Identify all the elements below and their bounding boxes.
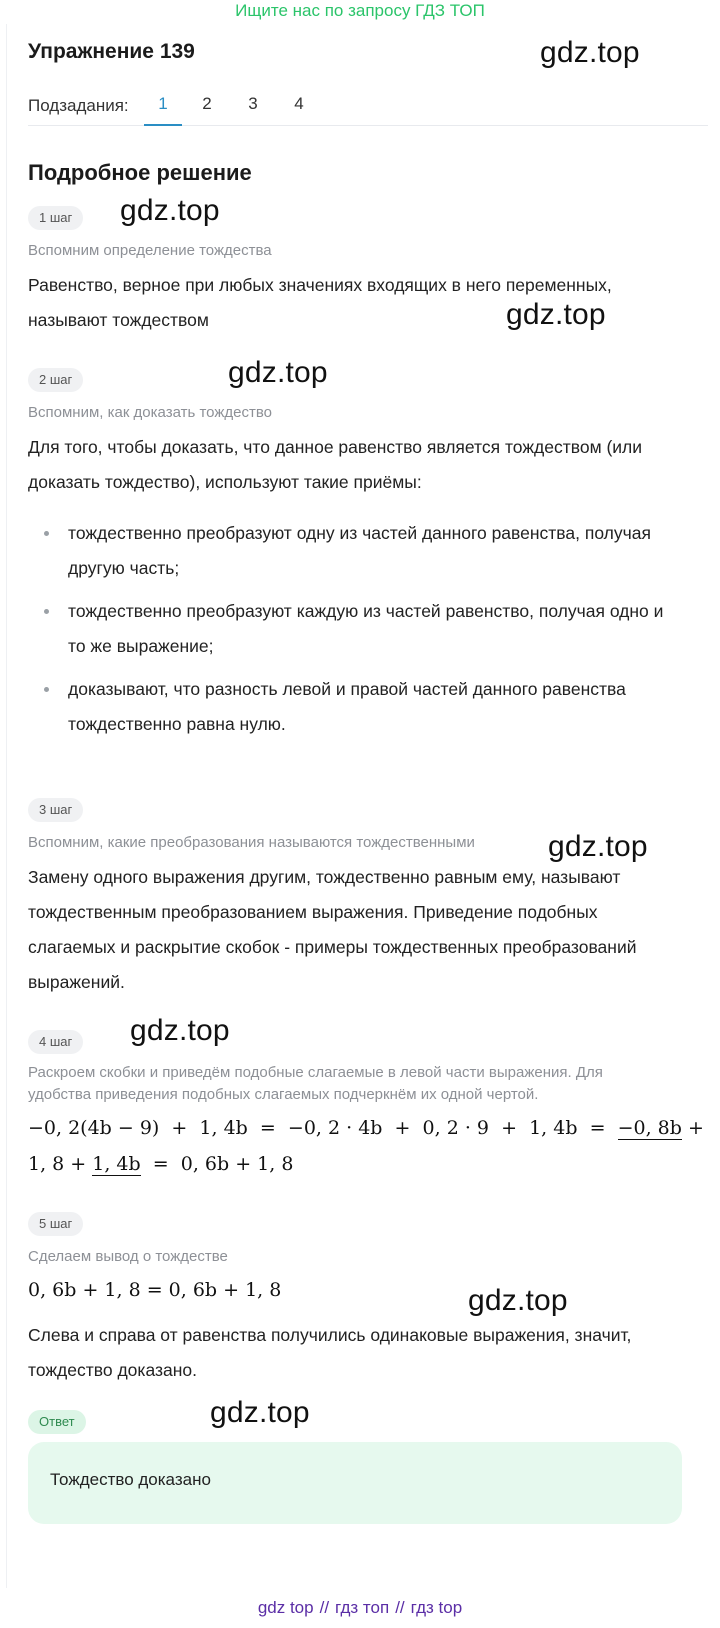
step-text-3: [28, 860, 688, 1000]
step-badge-3: 3 шаг: [28, 798, 83, 822]
footer-link[interactable]: гдз топ: [335, 1598, 390, 1617]
watermark: gdz.top: [228, 356, 328, 389]
footer-links: [0, 1598, 720, 1618]
list-item: [28, 516, 688, 586]
step-text-5: [28, 1318, 688, 1388]
text-line: доказать тождество), используют такие приёмы:: [28, 472, 422, 492]
text-line: Раскроем скобки и приведём подобные слагаемые в левой части выражения. Для: [28, 1064, 603, 1081]
answer-text: Тождество доказано: [50, 1470, 211, 1489]
subtasks-label: Подзадания:: [28, 96, 129, 115]
text-line: Равенство, верное при любых значениях входящих в него переменных,: [28, 275, 612, 295]
math-line-1: [28, 1110, 704, 1146]
footer-separator: //: [319, 1598, 330, 1617]
text-line: Слева и справа от равенства получились одинаковые выражения, значит,: [28, 1325, 632, 1345]
step-hint-2: Вспомним, как доказать тождество: [28, 404, 272, 421]
section-title: Подробное решение: [28, 160, 252, 185]
step-badge-2: 2 шаг: [28, 368, 83, 392]
underlined-term: −0, 8b: [617, 1117, 682, 1139]
page-title: Упражнение 139: [28, 40, 195, 63]
watermark: gdz.top: [120, 194, 220, 227]
math-line-3: 0, 6b + 1, 8 = 0, 6b + 1, 8: [28, 1279, 282, 1301]
step-badge-4: 4 шаг: [28, 1030, 83, 1054]
math-expression: 1, 8 +: [28, 1153, 93, 1175]
text-line: тождественно преобразуют одну из частей данного равенства, получая: [68, 523, 651, 543]
text-line: доказывают, что разность левой и правой частей данного равенства: [68, 679, 626, 699]
step-hint-1: Вспомним определение тождества: [28, 242, 272, 259]
text-line: слагаемых и раскрытие скобок - примеры тождественных преобразований: [28, 937, 637, 957]
text-line: тождественно преобразуют каждую из частей равенство, получая одно и: [68, 601, 664, 621]
math-expression: +: [681, 1117, 704, 1139]
tab-subtask-1[interactable]: 1: [144, 92, 182, 126]
footer-separator: //: [395, 1598, 405, 1617]
promo-banner: Ищите нас по запросу ГДЗ ТОП: [235, 1, 485, 20]
text-line: тождественно равна нулю.: [68, 714, 286, 734]
methods-list: [28, 516, 688, 750]
step-hint-5: Сделаем вывод о тождестве: [28, 1248, 228, 1265]
answer-badge: Ответ: [28, 1410, 86, 1434]
tab-subtask-4[interactable]: 4: [294, 94, 304, 113]
text-line: выражений.: [28, 972, 125, 992]
answer-box: [28, 1442, 682, 1524]
text-line: Замену одного выражения другим, тождественно равным ему, называют: [28, 867, 621, 887]
math-expression: −0, 2(4b − 9) + 1, 4b = −0, 2 · 4b + 0, 2 · 9 + 1, 4b =: [28, 1117, 618, 1139]
step-hint-4: [28, 1062, 688, 1106]
watermark: gdz.top: [130, 1014, 230, 1047]
text-line: тождественным преобразованием выражения. Приведение подобных: [28, 902, 598, 922]
subtasks-tabs: [28, 92, 708, 126]
step-badge-1: 1 шаг: [28, 206, 83, 230]
footer-link[interactable]: гдз top: [410, 1598, 463, 1617]
watermark: gdz.top: [548, 830, 648, 863]
step-hint-3: Вспомним, какие преобразования называются тождественными: [28, 834, 475, 851]
text-line: удобства приведения подобных слагаемых подчеркнём их одной чертой.: [28, 1086, 539, 1103]
watermark: gdz.top: [506, 298, 606, 331]
text-line: тождество доказано.: [28, 1360, 198, 1380]
text-line: другую часть;: [68, 558, 180, 578]
list-item: [28, 672, 688, 742]
math-line-2: [28, 1146, 698, 1182]
step-badge-5: 5 шаг: [28, 1212, 83, 1236]
math-expression: = 0, 6b + 1, 8: [140, 1153, 294, 1175]
list-item: [28, 594, 688, 664]
watermark: gdz.top: [468, 1284, 568, 1317]
watermark: gdz.top: [210, 1396, 310, 1429]
text-line: Для того, чтобы доказать, что данное равенство является тождеством (или: [28, 437, 643, 457]
footer-link[interactable]: gdz top: [257, 1598, 314, 1617]
text-line: то же выражение;: [68, 636, 214, 656]
tab-subtask-3[interactable]: 3: [248, 94, 258, 113]
watermark: gdz.top: [540, 36, 640, 69]
tab-subtask-2[interactable]: 2: [202, 94, 212, 113]
step-text-2: [28, 430, 688, 500]
underlined-term: 1, 4b: [92, 1153, 141, 1175]
text-line: называют тождеством: [28, 310, 209, 330]
